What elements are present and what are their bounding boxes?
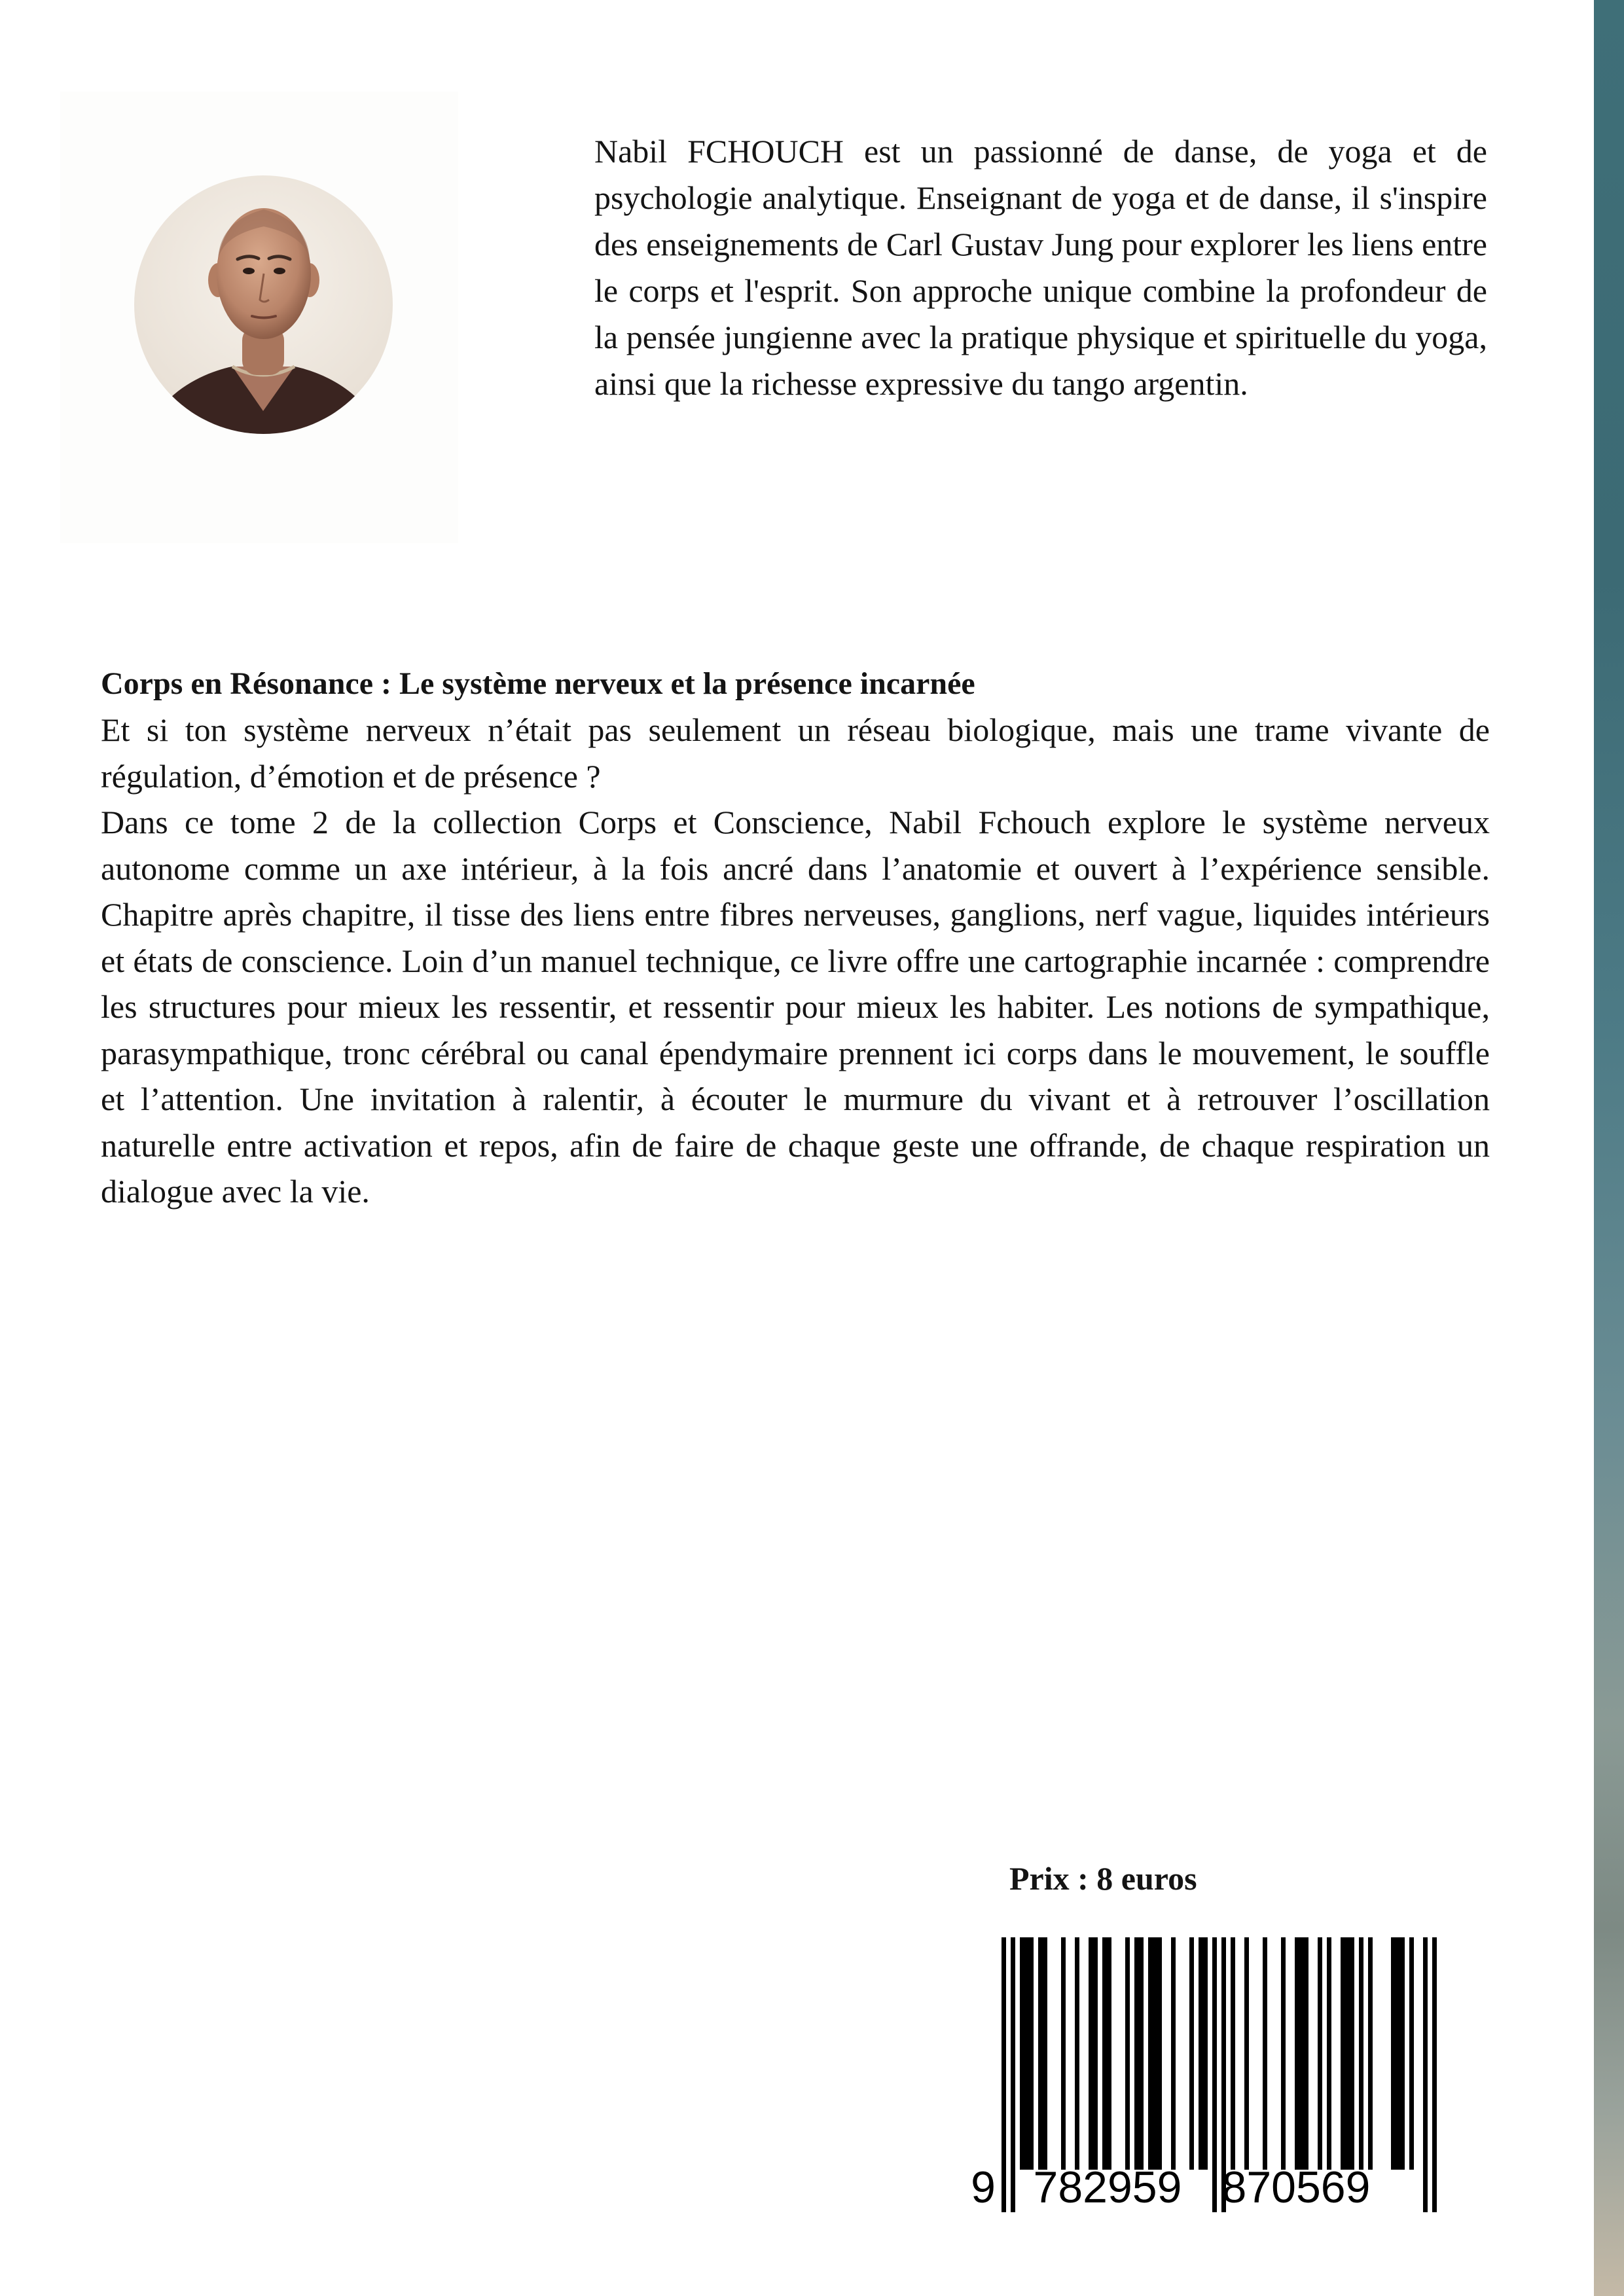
blurb-paragraph-1: Et si ton système nerveux n’était pas seulement un réseau biologique, mais une trame vivante de régulation, d’émotion et de présence ?: [101, 711, 1490, 795]
barcode-digits-right: 870569: [1221, 2162, 1371, 2212]
blurb-paragraph-2: Dans ce tome 2 de la collection Corps et Conscience, Nabil Fchouch explore le système nerveux autonome comme un axe intérieur, à la fois ancré dans l’anatomie et ouvert à l’expérience sensible. Chapitre après chapitre, il tisse des liens entre fibres nerveuses, ganglions, nerf vague, liquides intérieurs et états de conscience. Loin d’un manuel technique, ce livre offre une cartographie incarnée : comprendre les structures pour mieux les ressentir, et ressentir pour mieux les habiter. Les notions de sympathique, parasympathique, tronc cérébral ou canal épendymaire prennent ici corps dans le mouvement, le souffle et l’attention. Une invitation à ralentir, à écouter le murmure du vivant et à retrouver l’oscillation naturelle entre activation et repos, afin de faire de chaque geste une offrande, de chaque respiration un dialogue avec la vie.: [101, 804, 1490, 1210]
barcode-digits-left: 782959: [1033, 2162, 1182, 2212]
barcode-bar: [1139, 1937, 1144, 2170]
barcode-bar: [1102, 1937, 1107, 2170]
barcode-bar: [1263, 1937, 1267, 2170]
barcode-bar: [1089, 1937, 1093, 2170]
author-bio: Nabil FCHOUCH est un passionné de danse, de yoga et de psychologie analytique. Enseignant de yoga et de danse, il s'inspire des enseignements de Carl Gustav Jung pour explorer les liens entre le corps et l'esprit. Son approche unique combine la profondeur de la pensée jungienne avec la pratique physique et spirituelle du yoga, ainsi que la richesse expressive du tango argentin.: [594, 133, 1487, 402]
barcode-bar: [1368, 1937, 1373, 2170]
price-label: Prix : 8 euros: [1009, 1860, 1197, 1897]
barcode-bar: [1359, 1937, 1363, 2170]
book-blurb: [101, 707, 1490, 1215]
barcode-bar: [1029, 1937, 1034, 2170]
barcode-bar: [1107, 1937, 1111, 2170]
barcode-bar: [1432, 1937, 1437, 2212]
barcode-bar: [1244, 1937, 1249, 2170]
isbn-barcode: [962, 1937, 1447, 2215]
spine-edge-strip: [1594, 0, 1624, 2296]
barcode-bar: [1341, 1937, 1345, 2170]
barcode-bar: [1203, 1937, 1208, 2170]
barcode-bar: [1396, 1937, 1400, 2170]
barcode-bar: [1038, 1937, 1043, 2170]
barcode-bar: [1409, 1937, 1414, 2170]
barcode-bar: [1093, 1937, 1098, 2170]
barcode-bar: [1043, 1937, 1047, 2170]
barcode-bar: [1024, 1937, 1029, 2170]
book-title: Corps en Résonance : Le système nerveux et la présence incarnée: [101, 666, 975, 701]
barcode-bar: [1299, 1937, 1304, 2170]
barcode-bar: [1304, 1937, 1308, 2170]
barcode-bar: [1125, 1937, 1130, 2170]
barcode-bar: [1011, 1937, 1015, 2212]
barcode-bar: [1391, 1937, 1396, 2170]
barcode-bar: [1189, 1937, 1194, 2170]
barcode-bar: [1148, 1937, 1153, 2170]
barcode-bar: [1231, 1937, 1235, 2170]
barcode-bar: [1350, 1937, 1354, 2170]
barcode-bar: [1327, 1937, 1331, 2170]
barcode-bar: [1295, 1937, 1299, 2170]
barcode-bar: [1423, 1937, 1428, 2212]
barcode-bar: [1171, 1937, 1176, 2170]
barcode-bar: [1199, 1937, 1203, 2170]
barcode-bar: [1212, 1937, 1217, 2212]
author-avatar: [134, 175, 393, 434]
barcode-bar: [1061, 1937, 1066, 2170]
barcode-digit-first: 9: [971, 2162, 996, 2212]
barcode-bar: [1134, 1937, 1139, 2170]
barcode-bar: [1400, 1937, 1405, 2170]
barcode-bar: [1318, 1937, 1322, 2170]
barcode-bar: [1020, 1937, 1024, 2170]
barcode-bar: [1075, 1937, 1079, 2170]
barcode-bar: [1345, 1937, 1350, 2170]
barcode-bar: [1157, 1937, 1162, 2170]
barcode-bar: [1001, 1937, 1006, 2212]
barcode-bar: [1281, 1937, 1286, 2170]
barcode-bar: [1153, 1937, 1157, 2170]
